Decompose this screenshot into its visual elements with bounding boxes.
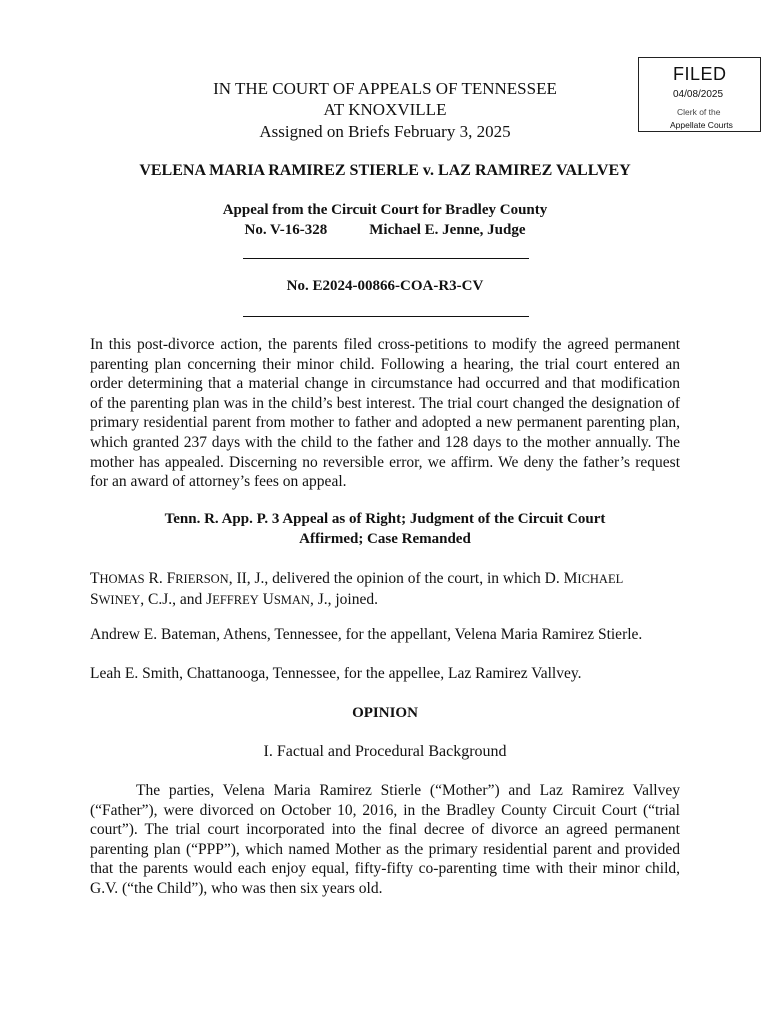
assigned-date: Assigned on Briefs February 3, 2025 [259,122,511,141]
judge-smallcaps: ICHAEL [577,572,624,586]
filed-stamp-title: FILED [673,64,727,84]
appeal-from: Appeal from the Circuit Court for Bradley County [222,202,548,218]
divider-rule [243,316,529,317]
authorship-text: , II, J., delivered the opinion of the court, in which D. [228,570,564,587]
case-title: VELENA MARIA RAMIREZ STIERLE v. LAZ RAMIREZ VALLVEY [139,162,631,179]
judge-initial: S [90,590,99,608]
author-initial: T [90,570,100,587]
trial-case-line [0,222,770,239]
trial-case-number: No. V-16-328 [244,222,328,238]
section-heading: I. Factual and Procedural Background [263,743,507,760]
judge-smallcaps: WINEY [98,592,141,607]
author-smallcaps: HOMAS [99,572,145,586]
author-smallcaps: RIERSON [175,572,229,586]
appellee-counsel: Leah E. Smith, Chattanooga, Tennessee, for the appellee, Laz Ramirez Vallvey. [90,665,582,682]
disposition-line2: Affirmed; Case Remanded [299,531,471,547]
authorship-paragraph [90,569,680,610]
court-location: AT KNOXVILLE [323,100,447,119]
judge-smallcaps: SMAN [273,592,310,607]
judge-initial: U [262,590,274,608]
summary-paragraph: In this post-divorce action, the parents filed cross-petitions to modify the agreed permanent parenting plan concerning their minor child. Following a hearing, the trial court entered an order determining that a material change in circumstance had occurred and that modification of the parenting plan was in the child’s best interest. The trial court changed the designation of primary residential parent from mother to father and adopted a new permanent parenting plan, which granted 237 days with the child to the father and 128 days to the mother annually. The mother has appealed. Discerning no reversible error, we affirm. We deny the father’s request for an award of attorney’s fees on appeal. [90,336,680,491]
filed-stamp-courts: Appellate Courts [670,120,733,130]
author-initial: F [166,570,176,587]
docket-number: No. E2024-00866-COA-R3-CV [286,278,484,294]
opinion-heading: OPINION [352,705,418,721]
body-paragraph: The parties, Velena Maria Ramirez Stierle (“Mother”) and Laz Ramirez Vallvey (“Father”), were divorced on October 10, 2016, in the Bradley County Circuit Court (“trial court”). The trial court incorporated into the final decree of divorce an agreed permanent parenting plan (“PPP”), which named Mother as the primary residential parent and provided that the parents would each enjoy equal, fifty-fifty co-parenting time with their minor child, G.V. (“the Child”), who was then six years old. [90,782,680,897]
appellant-counsel: Andrew E. Bateman, Athens, Tennessee, for the appellant, Velena Maria Ramirez Stierle. [90,626,643,643]
court-name: IN THE COURT OF APPEALS OF TENNESSEE [213,79,557,98]
judge-initial: J [206,590,213,608]
authorship-text: , J., joined. [309,590,378,608]
trial-judge: Michael E. Jenne, Judge [369,222,526,238]
judge-initial: M [563,570,578,587]
filed-stamp-date: 04/08/2025 [673,89,724,100]
authorship-text: , C.J., and [140,590,207,608]
judge-smallcaps: EFFREY [212,592,259,607]
divider-rule [243,258,529,259]
disposition-line1: Tenn. R. App. P. 3 Appeal as of Right; Judgment of the Circuit Court [164,511,606,527]
author-middle: R. [144,570,167,587]
filed-stamp-clerk: Clerk of the [677,107,721,117]
